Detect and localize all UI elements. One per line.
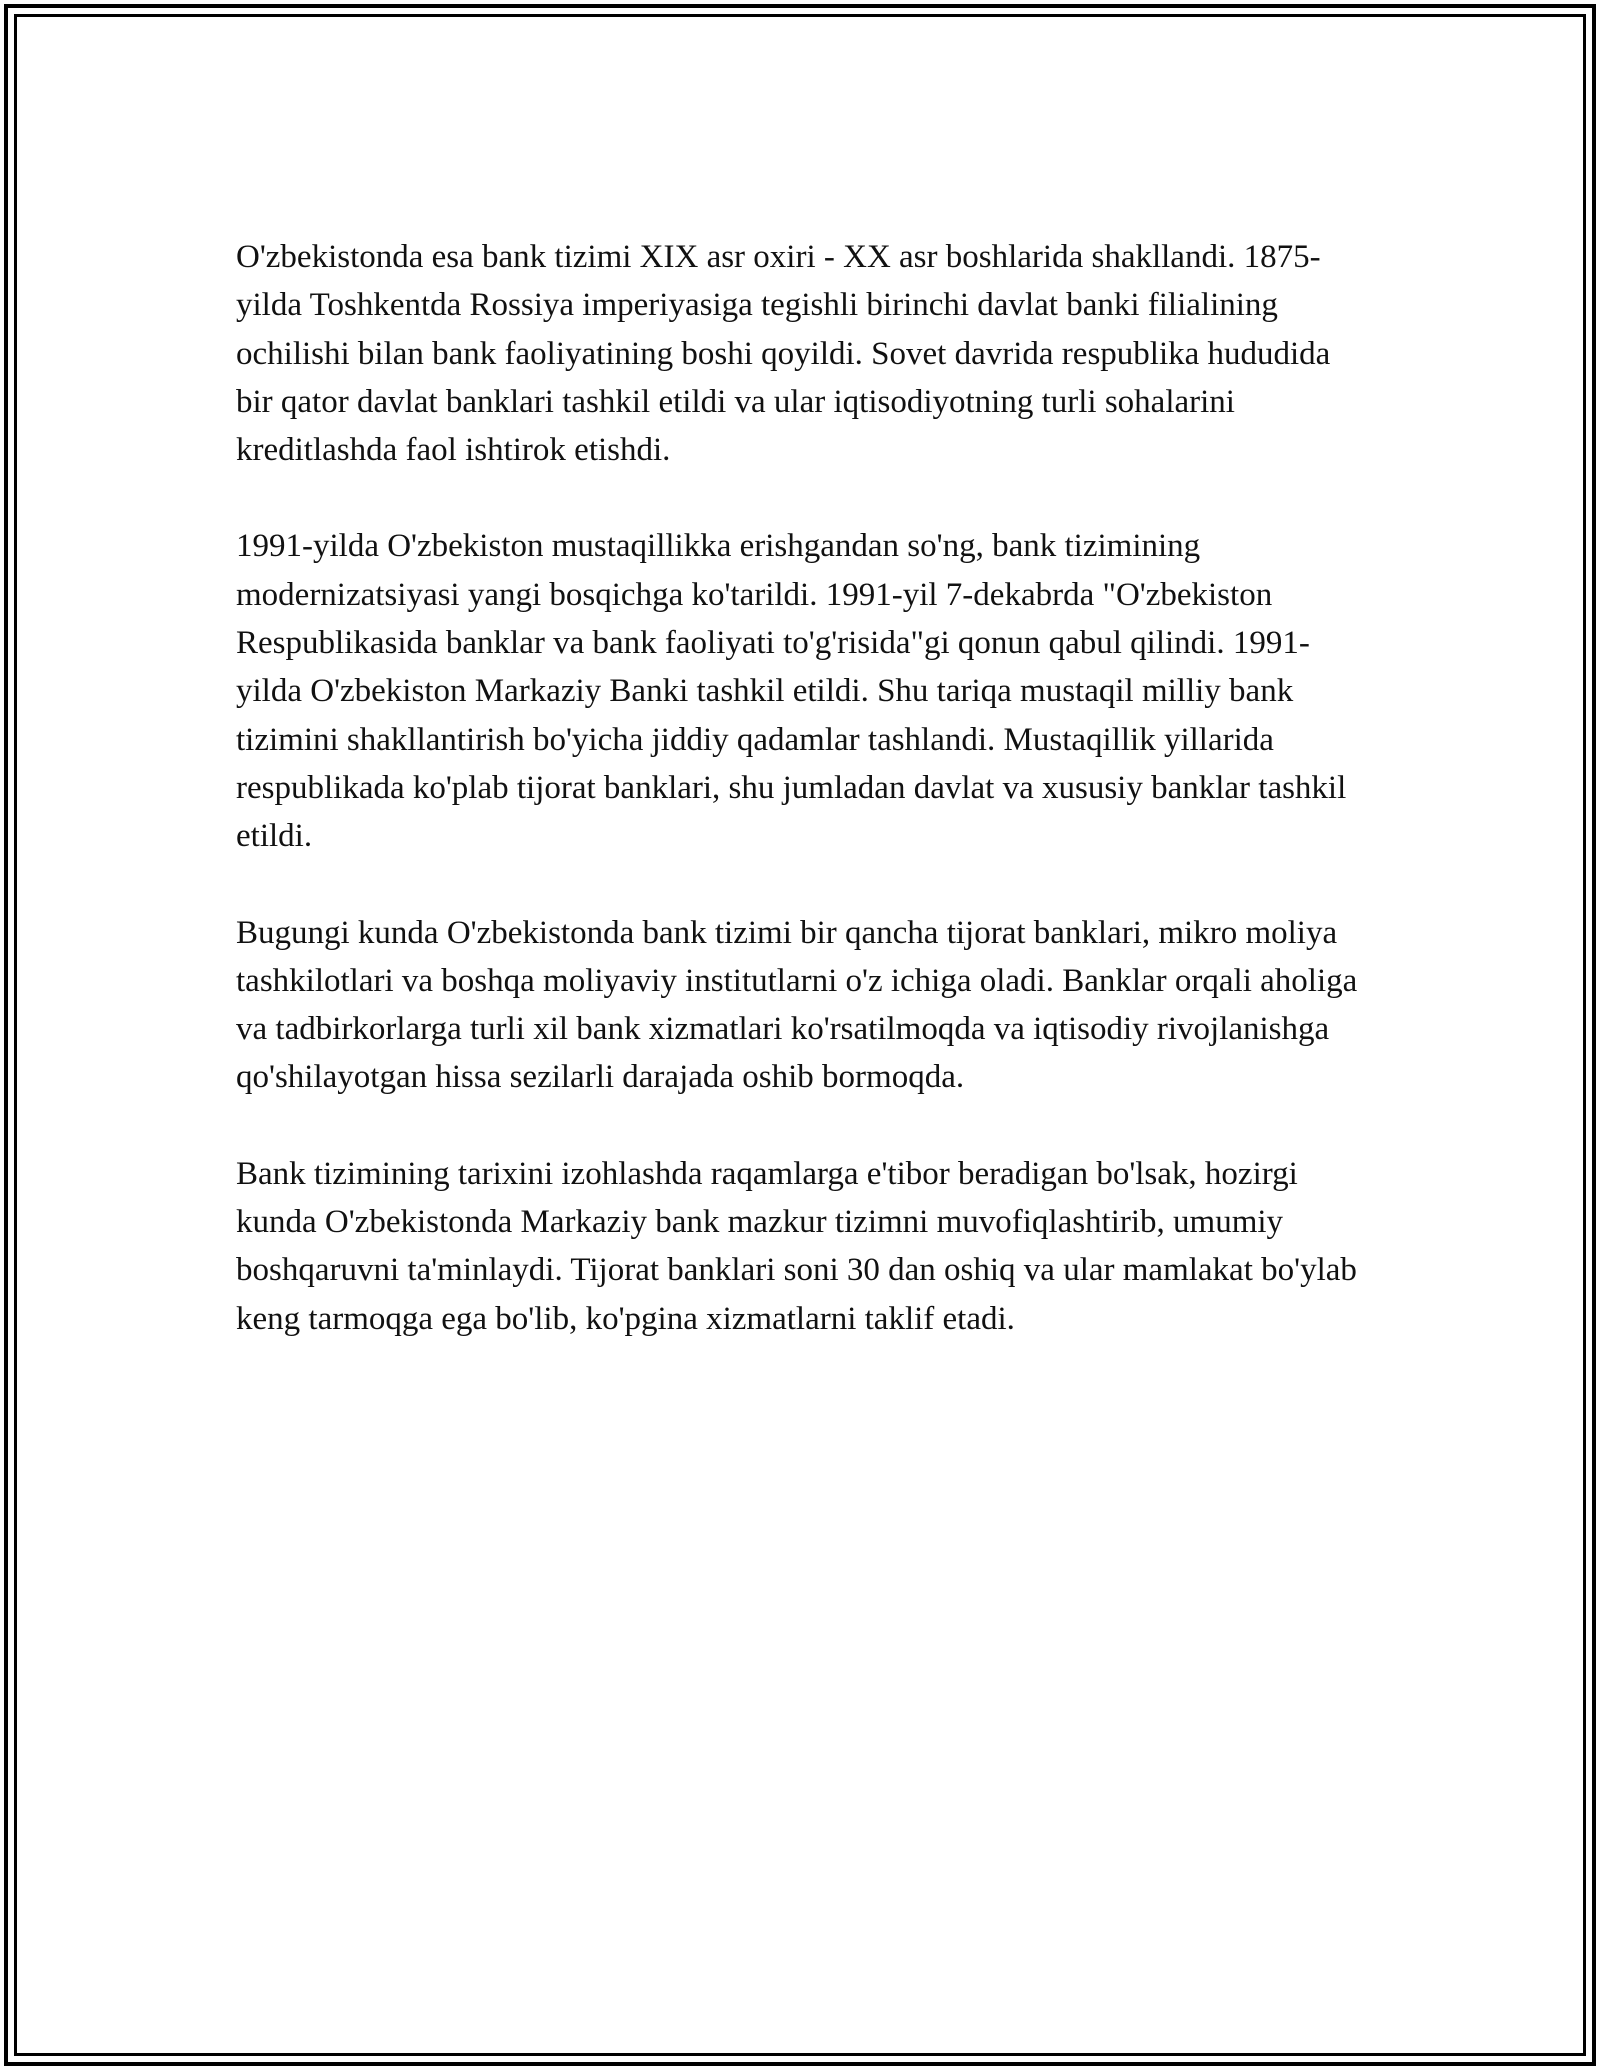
paragraph-1: O'zbekistonda esa bank tizimi XIX asr oxiri - XX asr boshlarida shakllandi. 1875-yilda Toshkentda Rossiya imperiyasiga tegishli birinchi davlat banki filialining ochilishi bilan bank faoliyatining boshi qoyildi. Sovet davrida respublika hududida bir qator davlat banklari tashkil etildi va ular iqtisodiyotning turli sohalarini kreditlashda faol ishtirok etishdi.: [236, 239, 1331, 469]
paragraph-4: Bank tizimining tarixini izohlashda raqamlarga e'tibor beradigan bo'lsak, hozirgi kunda O'zbekistonda Markaziy bank mazkur tizimni muvofiqlashtirib, umumiy boshqaruvni ta'minlaydi. Tijorat banklari soni 30 dan oshiq va ular mamlakat bo'ylab keng tarmoqga ega bo'lib, ko'pgina xizmatlarni taklif etadi.: [236, 1155, 1357, 1337]
paragraph-3: Bugungi kunda O'zbekistonda bank tizimi bir qancha tijorat banklari, mikro moliya tashkilotlari va boshqa moliyaviy institutlarni o'z ichiga oladi. Banklar orqali aholiga va tadbirkorlarga turli xil bank xizmatlari ko'rsatilmoqda va iqtisodiy rivojlanishga qo'shilayotgan hissa sezilarli darajada oshib bormoqda.: [236, 914, 1358, 1096]
document-body: [236, 233, 1366, 1391]
paragraph-2: 1991-yilda O'zbekiston mustaqillikka erishgandan so'ng, bank tizimining modernizatsiyasi yangi bosqichga ko'tarildi. 1991-yil 7-dekabrda "O'zbekiston Respublikasida banklar va bank faoliyati to'g'risida"gi qonun qabul qilindi. 1991-yilda O'zbekiston Markaziy Banki tashkil etildi. Shu tariqa mustaqil milliy bank tizimini shakllantirish bo'yicha jiddiy qadamlar tashlandi. Mustaqillik yillarida respublikada ko'plab tijorat banklari, shu jumladan davlat va xususiy banklar tashkil etildi.: [236, 528, 1347, 855]
